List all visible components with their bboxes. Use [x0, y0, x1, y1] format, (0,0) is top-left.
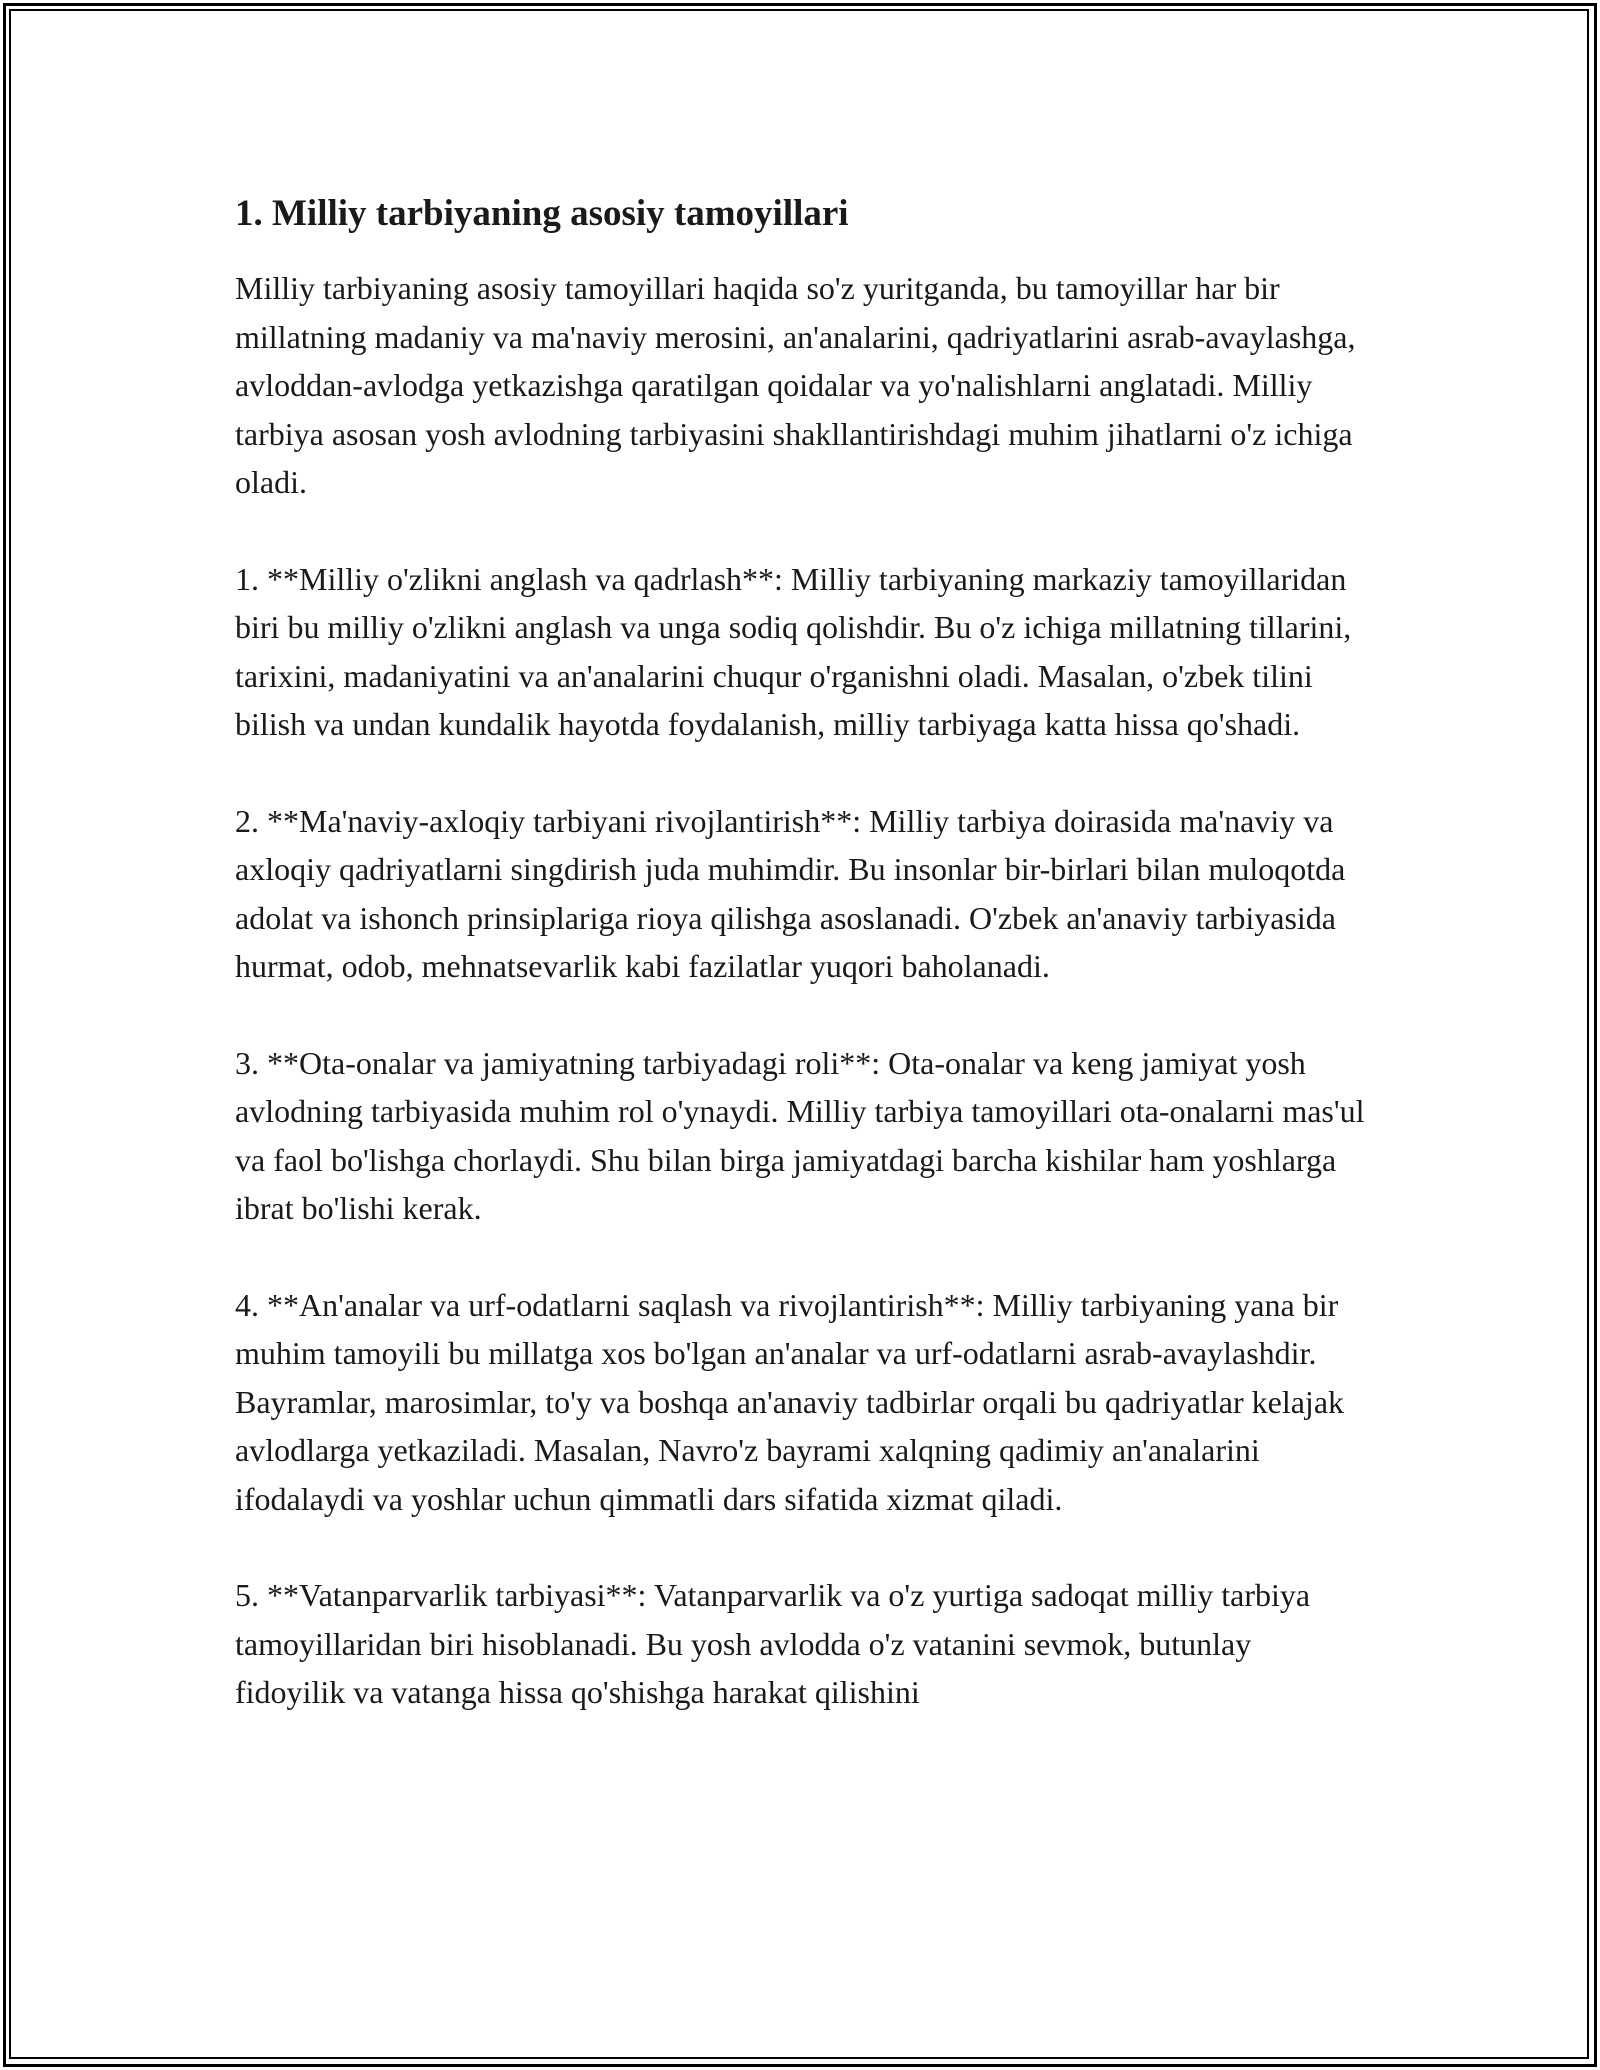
intro-paragraph: Milliy tarbiyaning asosiy tamoyillari haqida so'z yuritganda, bu tamoyillar har bir millatning madaniy va ma'naviy merosini, an'analarini, qadriyatlarini asrab-avaylashga, avloddan-avlodga yetkazishga qaratilgan qoidalar va yo'nalishlarni anglatadi. Milliy tarbiya asosan yosh avlodning tarbiyasini shakllantirishdagi muhim jihatlarni o'z ichiga oladi. [235, 270, 1356, 500]
page-title: 1. Milliy tarbiyaning asosiy tamoyillari [235, 193, 849, 234]
document-body [235, 186, 1365, 1765]
principle-paragraph-2: 2. **Ma'naviy-axloqiy tarbiyani rivojlantirish**: Milliy tarbiya doirasida ma'naviy va axloqiy qadriyatlarni singdirish juda muhimdir. Bu insonlar bir-birlari bilan muloqotda adolat va ishonch prinsiplariga rioya qilishga asoslanadi. O'zbek an'anaviy tarbiyasida hurmat, odob, mehnatsevarlik kabi fazilatlar yuqori baholanadi. [235, 802, 1346, 984]
principle-paragraph-5: 5. **Vatanparvarlik tarbiyasi**: Vatanparvarlik va o'z yurtiga sadoqat milliy tarbiya tamoyillaridan biri hisoblanadi. Bu yosh avlodda o'z vatanini sevmok, butunlay fidoyilik va vatanga hissa qo'shishga harakat qilishini [235, 1577, 1311, 1710]
principle-paragraph-4: 4. **An'analar va urf-odatlarni saqlash va rivojlantirish**: Milliy tarbiyaning yana bir muhim tamoyili bu millatga xos bo'lgan an'analar va urf-odatlarni asrab-avaylashdir. Bayramlar, marosimlar, to'y va boshqa an'anaviy tadbirlar orqali bu qadriyatlar kelajak avlodlarga yetkaziladi. Masalan, Navro'z bayrami xalqning qadimiy an'analarini ifodalaydi va yoshlar uchun qimmatli dars sifatida xizmat qiladi. [235, 1286, 1345, 1517]
principle-paragraph-3: 3. **Ota-onalar va jamiyatning tarbiyadagi roli**: Ota-onalar va keng jamiyat yosh avlodning tarbiyasida muhim rol o'ynaydi. Milliy tarbiya tamoyillari ota-onalarni mas'ul va faol bo'lishga chorlaydi. Shu bilan birga jamiyatdagi barcha kishilar ham yoshlarga ibrat bo'lishi kerak. [235, 1044, 1365, 1226]
principle-paragraph-1: 1. **Milliy o'zlikni anglash va qadrlash**: Milliy tarbiyaning markaziy tamoyillaridan biri bu milliy o'zlikni anglash va unga sodiq qolishdir. Bu o'z ichiga millatning tillarini, tarixini, madaniyatini va an'analarini chuqur o'rganishni oladi. Masalan, o'zbek tilini bilish va undan kundalik hayotda foydalanish, milliy tarbiyaga katta hissa qo'shadi. [235, 560, 1352, 742]
